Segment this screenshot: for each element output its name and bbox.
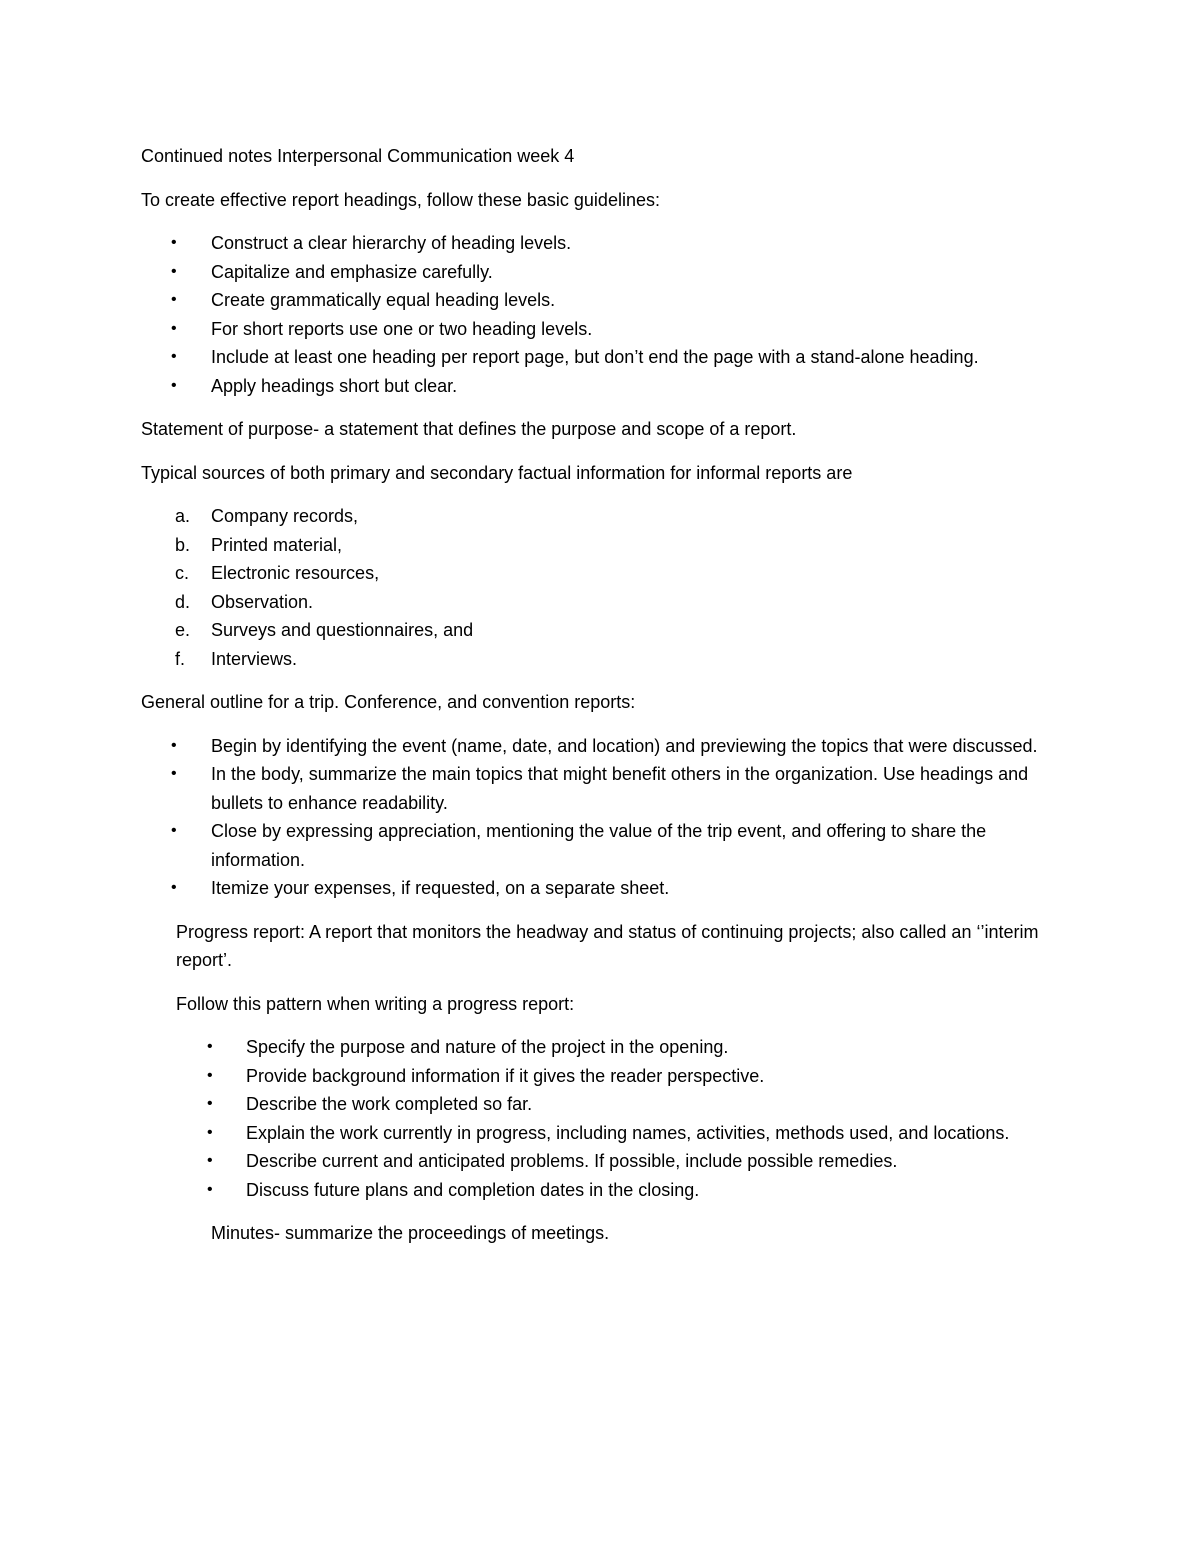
bullet-icon: • <box>207 1095 213 1112</box>
list-item <box>141 315 1081 344</box>
list-item <box>141 229 1081 258</box>
list-item <box>141 645 1081 674</box>
list-item <box>141 616 1081 645</box>
trip-outline-intro: General outline for a trip. Conference, and convention reports: <box>141 692 636 712</box>
bullet-icon: • <box>171 765 177 782</box>
list-item <box>141 732 1081 761</box>
list-item <box>141 559 1081 588</box>
progress-pattern-list <box>141 1033 1081 1204</box>
list-marker: b. <box>175 534 191 555</box>
list-item-text: Explain the work currently in progress, including names, activities, methods used, and locations. <box>246 1122 1010 1143</box>
list-item-text: Interviews. <box>211 648 298 669</box>
list-item <box>141 817 1081 874</box>
list-item-text: Itemize your expenses, if requested, on a separate sheet. <box>211 878 670 898</box>
list-item <box>141 588 1081 617</box>
list-marker: a. <box>175 506 191 526</box>
list-item-text: Close by expressing appreciation, mentioning the value of the trip event, and offering to share the information. <box>211 821 987 870</box>
bullet-icon: • <box>171 879 177 896</box>
bullet-icon: • <box>171 736 177 754</box>
list-item <box>141 1176 1081 1205</box>
document-page <box>141 142 1081 1263</box>
statement-of-purpose: Statement of purpose- a statement that defines the purpose and scope of a report. <box>141 419 797 439</box>
list-item-text: Provide background information if it gives the reader perspective. <box>246 1065 765 1086</box>
bullet-icon: • <box>207 1152 213 1169</box>
list-item <box>141 1033 1081 1062</box>
list-item-text: For short reports use one or two heading levels. <box>211 318 593 339</box>
list-item-text: Include at least one heading per report page, but don’t end the page with a stand-alone heading. <box>211 347 979 367</box>
list-item <box>141 1090 1081 1119</box>
sources-intro: Typical sources of both primary and secondary factual information for informal reports are <box>141 462 853 483</box>
list-item-text: Printed material, <box>211 534 343 555</box>
list-item <box>141 1062 1081 1091</box>
heading-guidelines-list <box>141 229 1081 400</box>
headings-intro: To create effective report headings, follow these basic guidelines: <box>141 189 660 210</box>
bullet-icon: • <box>171 234 177 251</box>
list-item-text: Begin by identifying the event (name, date, and location) and previewing the topics that were discussed. <box>211 735 1038 756</box>
bullet-icon: • <box>207 1038 213 1055</box>
list-item <box>141 1119 1081 1148</box>
list-item <box>141 502 1081 531</box>
progress-report-definition: Progress report: A report that monitors the headway and status of continuing projects; also called an ‘’interim report’. <box>176 921 1039 970</box>
bullet-icon: • <box>171 376 177 394</box>
list-marker: f. <box>175 648 186 669</box>
list-item <box>141 874 1081 903</box>
bullet-icon: • <box>171 262 177 280</box>
list-item-text: Discuss future plans and completion dates in the closing. <box>246 1179 700 1200</box>
list-item-text: Construct a clear hierarchy of heading levels. <box>211 233 572 253</box>
list-item <box>141 286 1081 315</box>
bullet-icon: • <box>207 1123 213 1141</box>
bullet-icon: • <box>171 348 177 365</box>
list-item <box>141 531 1081 560</box>
bullet-icon: • <box>171 822 177 839</box>
sources-list <box>141 502 1081 673</box>
list-item <box>141 372 1081 401</box>
minutes-definition: Minutes- summarize the proceedings of meetings. <box>211 1223 610 1243</box>
list-item-text: Company records, <box>211 506 359 526</box>
list-item-text: In the body, summarize the main topics that might benefit others in the organization. Use headings and bullets to enhance readability. <box>211 764 1029 813</box>
list-marker: e. <box>175 620 191 640</box>
list-item-text: Specify the purpose and nature of the project in the opening. <box>246 1037 729 1057</box>
list-item <box>141 1147 1081 1176</box>
bullet-icon: • <box>171 291 177 308</box>
bullet-icon: • <box>171 319 177 337</box>
list-marker: c. <box>175 563 190 583</box>
progress-pattern-intro: Follow this pattern when writing a progress report: <box>176 993 575 1014</box>
list-item-text: Observation. <box>211 591 314 612</box>
list-item-text: Create grammatically equal heading levels. <box>211 290 556 310</box>
list-item-text: Describe current and anticipated problems. If possible, include possible remedies. <box>246 1151 898 1171</box>
bullet-icon: • <box>207 1066 213 1084</box>
trip-outline-list <box>141 732 1081 903</box>
list-marker: d. <box>175 591 191 612</box>
list-item-text: Describe the work completed so far. <box>246 1094 533 1114</box>
bullet-icon: • <box>207 1180 213 1198</box>
list-item-text: Electronic resources, <box>211 563 380 583</box>
list-item-text: Capitalize and emphasize carefully. <box>211 261 493 282</box>
list-item-text: Apply headings short but clear. <box>211 375 458 396</box>
list-item <box>141 760 1081 817</box>
document-title: Continued notes Interpersonal Communication week 4 <box>141 146 575 166</box>
list-item <box>141 343 1081 372</box>
list-item-text: Surveys and questionnaires, and <box>211 620 474 640</box>
list-item <box>141 258 1081 287</box>
